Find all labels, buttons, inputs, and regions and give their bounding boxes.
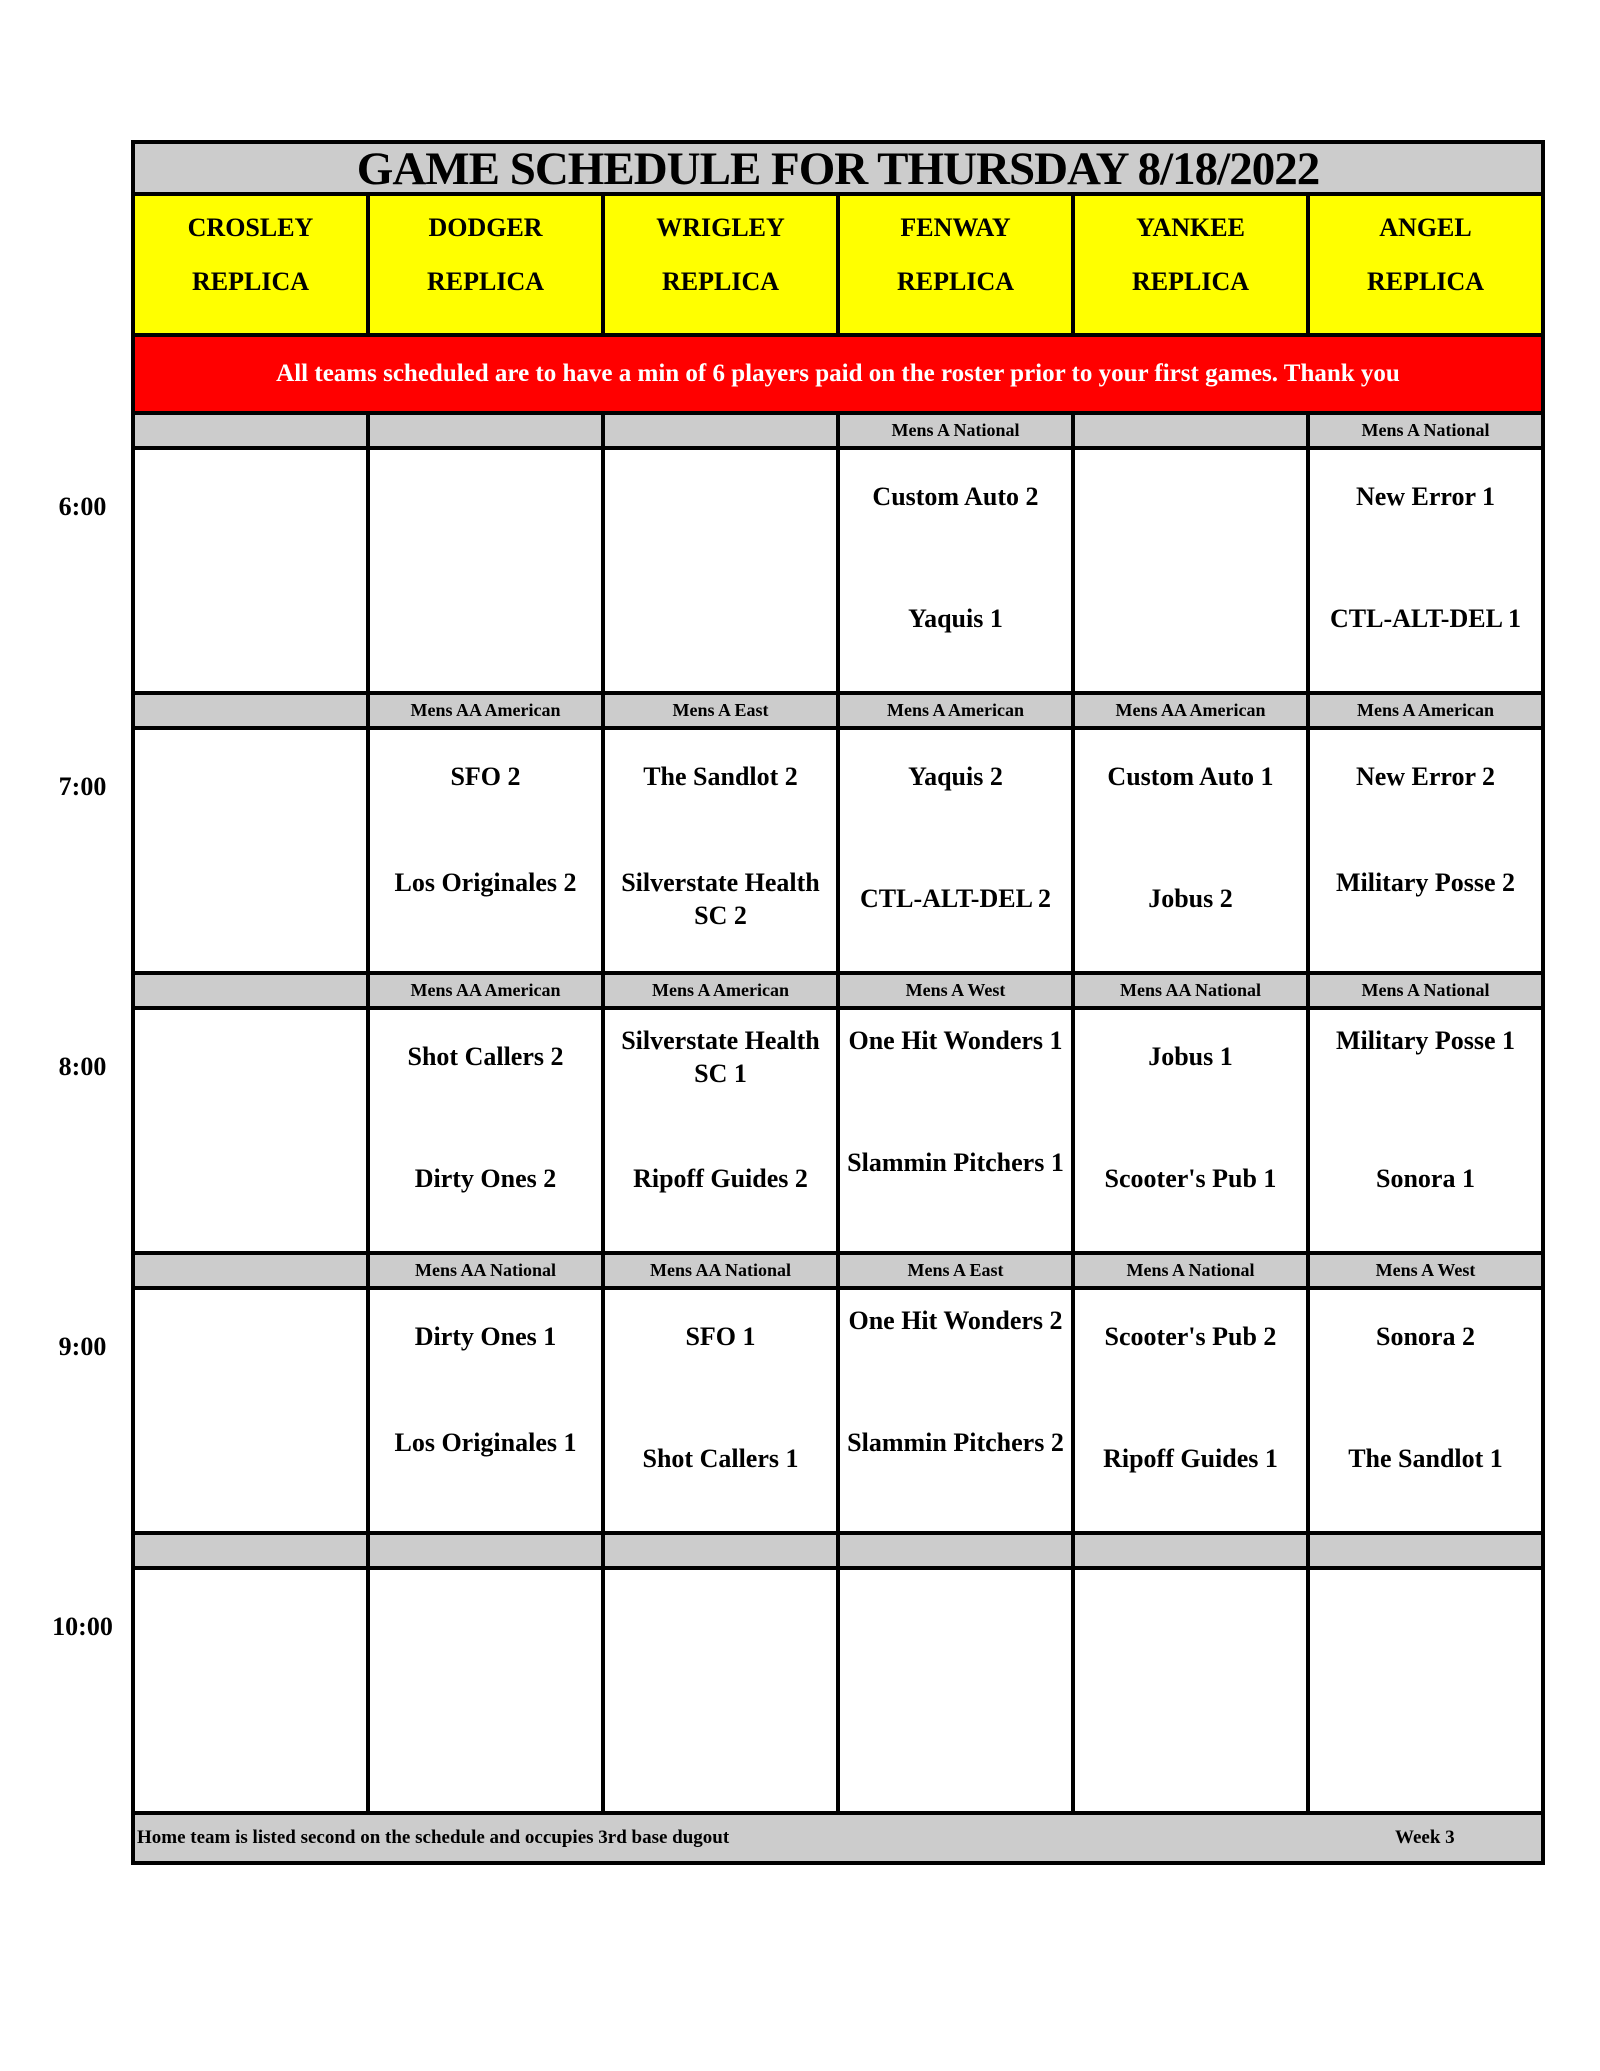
home-team: Los Originales 2 [394,868,577,897]
field-subtitle: REPLICA [426,267,544,296]
game-slot-row [135,1570,1541,1815]
game-cell [840,1010,1071,1251]
game-slot-row [135,1010,1541,1255]
division-label [1075,1535,1306,1566]
schedule-table [131,140,1545,1865]
home-team: Dirty Ones 2 [414,1164,557,1193]
field-subtitle: REPLICA [661,267,779,296]
game-cell [605,730,836,971]
away-team: New Error 2 [1355,762,1496,791]
home-team: Yaquis 1 [908,604,1003,633]
game-cell [605,1570,836,1811]
game-cell [1075,1570,1306,1811]
division-label: Mens A National [840,415,1071,446]
game-cell [840,730,1071,971]
game-cell [840,1570,1071,1811]
week-label: Week 3 [1395,1827,1455,1848]
home-team: Jobus 2 [1148,884,1233,913]
division-label: Mens AA American [1075,695,1306,726]
game-cell [1075,450,1306,691]
division-label [370,415,601,446]
home-team: Ripoff Guides 2 [633,1164,808,1193]
away-team: Yaquis 2 [908,762,1003,791]
field-subtitle: REPLICA [191,267,309,296]
game-cell [1310,450,1541,691]
division-label: Mens A West [840,975,1071,1006]
division-label [135,415,366,446]
game-cell [370,730,601,971]
division-label: Mens A East [840,1255,1071,1286]
division-label: Mens A American [605,975,836,1006]
home-team: CTL-ALT-DEL 1 [1330,604,1521,633]
division-label: Mens A National [1310,975,1541,1006]
game-cell [135,1570,366,1811]
division-row [135,1535,1541,1570]
away-team: New Error 1 [1355,482,1496,511]
away-team: SFO 1 [685,1322,756,1351]
field-header [840,196,1071,333]
field-name: YANKEE [1136,213,1245,242]
division-label [1075,415,1306,446]
game-cell [370,1010,601,1251]
division-label: Mens A American [1310,695,1541,726]
home-team: Ripoff Guides 1 [1103,1444,1278,1473]
game-cell [135,450,366,691]
away-team: One Hit Wonders 2 [848,1306,1063,1335]
division-label [135,1255,366,1286]
field-header [135,196,366,333]
game-cell [840,450,1071,691]
home-team: Scooter's Pub 1 [1104,1164,1277,1193]
field-name: FENWAY [900,213,1011,242]
field-header [605,196,836,333]
game-slot-row [135,730,1541,975]
time-label: 9:00 [58,1332,107,1361]
game-cell [605,1010,836,1251]
away-team: Silverstate Health SC 1 [621,1026,820,1088]
division-label [1310,1535,1541,1566]
home-team: Military Posse 2 [1335,868,1516,897]
away-team: Scooter's Pub 2 [1104,1322,1277,1351]
division-row [135,415,1541,450]
away-team: Custom Auto 2 [872,482,1039,511]
field-header [370,196,601,333]
time-label: 6:00 [58,492,107,521]
time-label: 10:00 [52,1612,113,1641]
field-name: ANGEL [1379,213,1472,242]
division-label [370,1535,601,1566]
division-row [135,975,1541,1010]
game-cell [605,1290,836,1531]
game-cell [370,1290,601,1531]
home-team: The Sandlot 1 [1348,1444,1503,1473]
division-label: Mens A East [605,695,836,726]
game-cell [1075,1290,1306,1531]
away-team: Military Posse 1 [1335,1026,1516,1055]
division-label [135,975,366,1006]
field-header [1075,196,1306,333]
division-label: Mens AA American [370,975,601,1006]
game-cell [605,450,836,691]
home-team: Slammin Pitchers 2 [847,1428,1064,1457]
away-team: Custom Auto 1 [1107,762,1274,791]
game-slot-row [135,1290,1541,1535]
away-team: Dirty Ones 1 [414,1322,557,1351]
division-label: Mens AA American [370,695,601,726]
field-subtitle: REPLICA [896,267,1014,296]
game-cell [1075,730,1306,971]
footer-bar [135,1815,1541,1861]
home-team: CTL-ALT-DEL 2 [860,884,1051,913]
game-cell [1075,1010,1306,1251]
division-label: Mens A American [840,695,1071,726]
division-label: Mens A National [1310,415,1541,446]
division-row [135,695,1541,730]
home-team: Los Originales 1 [394,1428,577,1457]
division-label [605,1535,836,1566]
division-label: Mens AA National [370,1255,601,1286]
division-label: Mens A West [1310,1255,1541,1286]
division-label: Mens AA National [605,1255,836,1286]
division-label [605,415,836,446]
field-name: DODGER [428,213,543,242]
away-team: Jobus 1 [1148,1042,1233,1071]
division-label [135,695,366,726]
game-cell [1310,1010,1541,1251]
notice-banner: All teams scheduled are to have a min of 6 players paid on the roster prior to your first games. Thank you [135,337,1541,415]
home-team: Shot Callers 1 [642,1444,799,1473]
home-team: Sonora 1 [1376,1164,1475,1193]
time-label: 8:00 [58,1052,107,1081]
home-team: Silverstate Health SC 2 [621,868,820,930]
field-name: WRIGLEY [656,213,785,242]
division-label [135,1535,366,1566]
game-cell [1310,1290,1541,1531]
field-subtitle: REPLICA [1131,267,1249,296]
division-row [135,1255,1541,1290]
game-cell [1310,1570,1541,1811]
field-subtitle: REPLICA [1366,267,1484,296]
game-cell [135,1010,366,1251]
field-header [1310,196,1541,333]
field-header-row [135,196,1541,337]
away-team: One Hit Wonders 1 [848,1026,1063,1055]
time-label: 7:00 [58,772,107,801]
away-team: Shot Callers 2 [407,1042,564,1071]
field-name: CROSLEY [187,213,314,242]
away-team: The Sandlot 2 [643,762,798,791]
away-team: SFO 2 [450,762,521,791]
division-label: Mens AA National [1075,975,1306,1006]
game-cell [135,730,366,971]
game-cell [370,450,601,691]
game-cell [370,1570,601,1811]
division-label [840,1535,1071,1566]
game-slot-row [135,450,1541,695]
game-cell [840,1290,1071,1531]
footer-note: Home team is listed second on the schedule and occupies 3rd base dugout [137,1827,730,1848]
home-team: Slammin Pitchers 1 [847,1148,1064,1177]
game-cell [135,1290,366,1531]
division-label: Mens A National [1075,1255,1306,1286]
page-title: GAME SCHEDULE FOR THURSDAY 8/18/2022 [135,144,1541,196]
away-team: Sonora 2 [1376,1322,1475,1351]
game-cell [1310,730,1541,971]
